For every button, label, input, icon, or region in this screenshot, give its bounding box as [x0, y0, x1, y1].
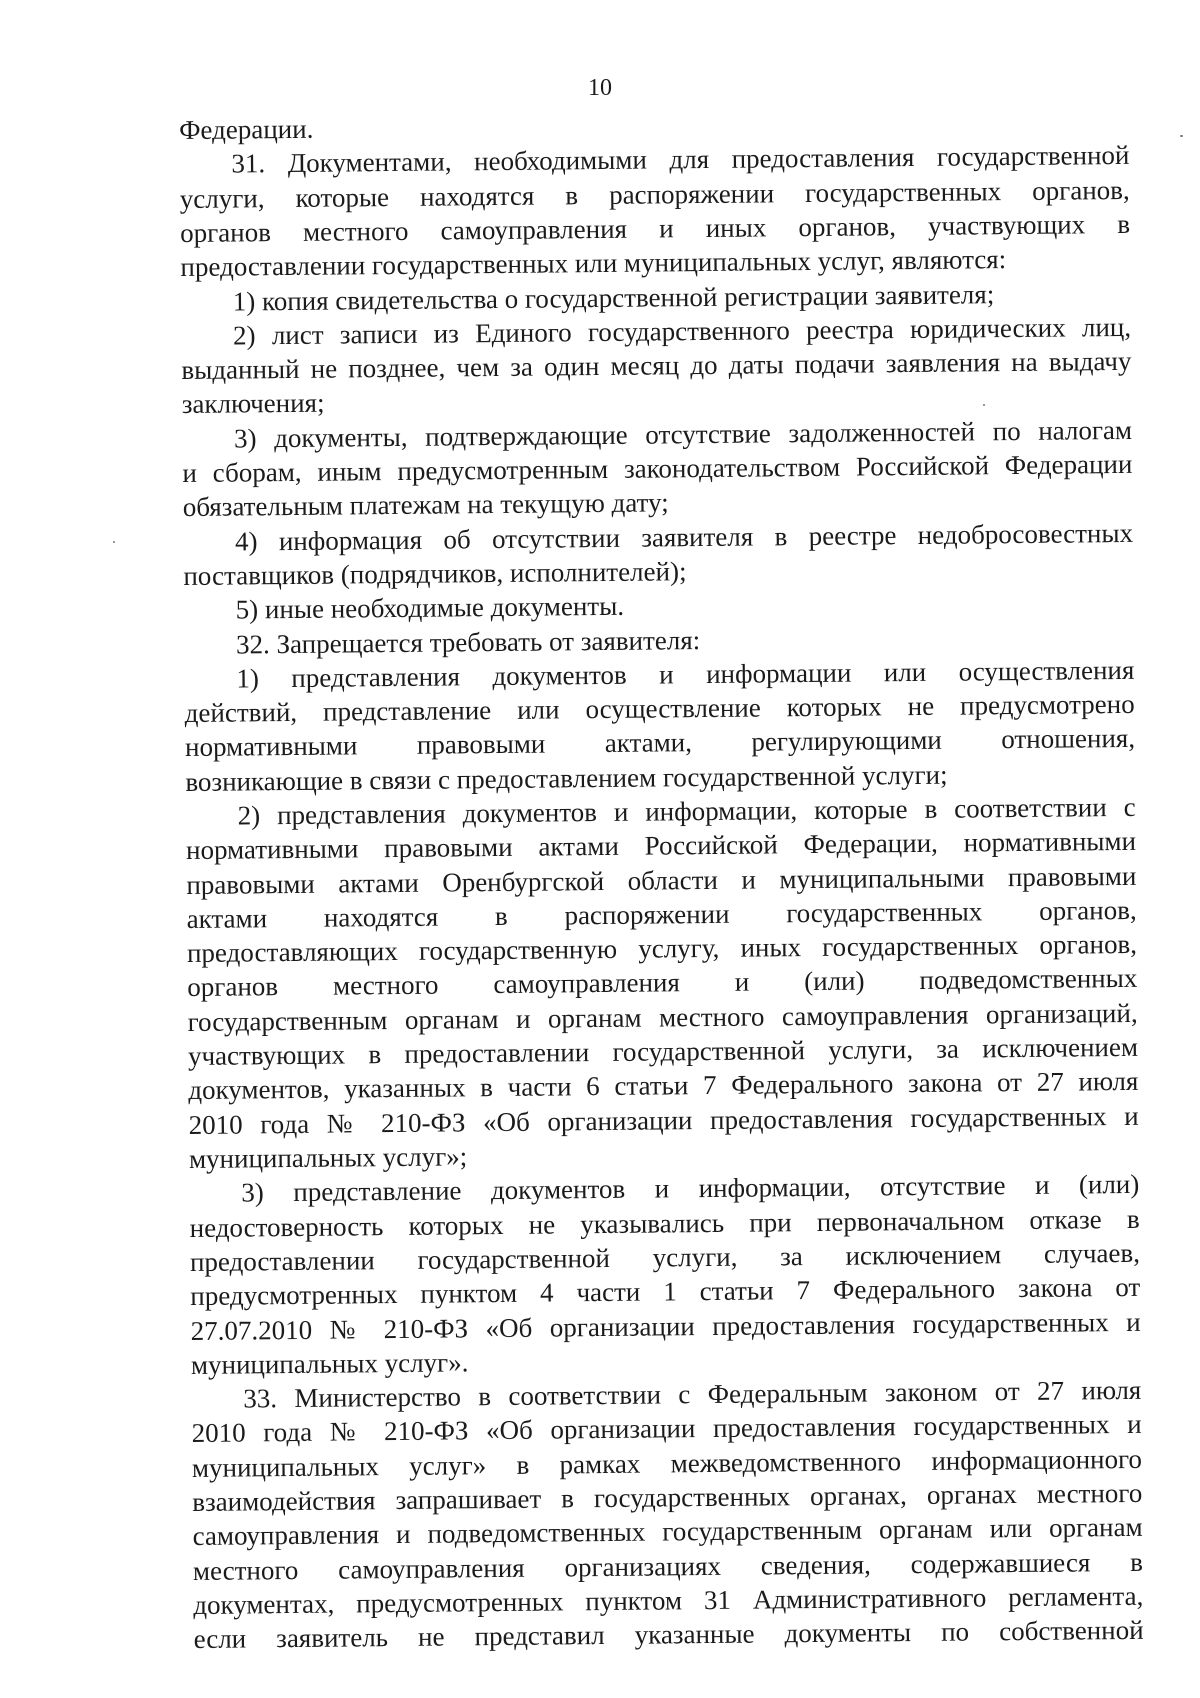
- text-line: 2) лист записи из Единого государственного реестра юридических лиц,: [232, 311, 1132, 351]
- text-line: 3) представление документов и информации, отсутствие и (или): [241, 1168, 1140, 1208]
- text-line: предоставляющих государственную услугу, иных государственных органов,: [186, 928, 1138, 968]
- text-line: органов местного самоуправления и иных органов, участвующих в: [179, 208, 1131, 249]
- text-line: органов местного самоуправления и (или) подведомственных: [187, 962, 1138, 1002]
- text-line: 2) представления документов и информации, которые в соответствии с: [237, 791, 1136, 831]
- text-line: документов, указанных в части 6 статьи 7 Федерального закона от 27 июля: [188, 1065, 1139, 1105]
- text-line: 4) информация об отсутствии заявителя в реестре недобросовестных: [234, 517, 1134, 557]
- text-line: документах, предусмотренных пунктом 31 Административного регламента,: [193, 1580, 1144, 1620]
- text-line: муниципальных услуг»;: [188, 1141, 468, 1174]
- text-line: самоуправления и подведомственных государственным органам или органам: [192, 1511, 1143, 1551]
- scan-speck: [113, 541, 115, 543]
- text-line: участвующих в предоставлении государственной услуги, за исключением: [187, 1031, 1139, 1071]
- text-line: Федерации.: [178, 113, 314, 146]
- text-line: действий, представление или осуществление которых не предусмотрено: [184, 688, 1135, 729]
- text-line: 3) документы, подтверждающие отсутствие задолженностей по налогам: [233, 414, 1133, 454]
- text-line: актами находятся в распоряжении государственных органов,: [186, 894, 1137, 934]
- text-line: нормативными правовыми актами Российской Федерации, нормативными: [185, 825, 1137, 866]
- text-line: государственным органам и органам местного самоуправления организаций,: [187, 997, 1138, 1037]
- text-line: муниципальных услуг» в рамках межведомственного информационного: [191, 1443, 1143, 1483]
- text-line: 2010 года № 210-ФЗ «Об организации предоставления государственных и: [188, 1100, 1139, 1140]
- text-line: обязательным платежам на текущую дату;: [182, 487, 669, 523]
- text-line: муниципальных услуг».: [190, 1347, 469, 1380]
- text-line: правовыми актами Оренбургской области и муниципальными правовыми: [186, 860, 1137, 901]
- text-line: и сборам, иным предусмотренным законодательством Российской Федерации: [182, 448, 1133, 489]
- text-line: услуги, которые находятся в распоряжении государственных органов,: [179, 174, 1130, 215]
- text-line: возникающие в связи с предоставлением государственной услуги;: [185, 759, 948, 798]
- text-line: 32. Запрещается требовать от заявителя:: [235, 625, 701, 660]
- text-line: нормативными правовыми актами, регулирующими отношения,: [184, 722, 1136, 763]
- text-line: 1) представления документов и информации или осуществления: [236, 654, 1135, 694]
- text-line: если заявитель не представил указанные документы по собственной: [193, 1614, 1144, 1654]
- text-line: предоставлении государственной услуги, за исключением случаев,: [189, 1237, 1141, 1277]
- text-line: 1) копия свидетельства о государственной регистрации заявителя;: [232, 279, 995, 317]
- text-line: 27.07.2010 № 210-ФЗ «Об организации предоставления государственных и: [190, 1306, 1141, 1346]
- text-line: взаимодействия запрашивает в государственных органах, органах местного: [192, 1477, 1143, 1517]
- scan-speck: [1180, 135, 1183, 137]
- text-line: местного самоуправления организациях сведения, содержавшиеся в: [192, 1546, 1144, 1586]
- text-line: предусмотренных пунктом 4 части 1 статьи 7 Федерального закона от: [190, 1271, 1141, 1311]
- document-body: [0, 104, 1199, 1654]
- text-line: 33. Министерство в соответствии с Федеральным законом от 27 июля: [243, 1374, 1142, 1414]
- text-line: 31. Документами, необходимыми для предоставления государственной: [231, 139, 1130, 179]
- text-line: поставщиков (подрядчиков, исполнителей);: [183, 556, 687, 592]
- text-line: предоставлении государственных или муниципальных услуг, являются:: [180, 244, 1007, 283]
- text-line: заключения;: [181, 387, 325, 420]
- text-line: выданный не позднее, чем за один месяц до даты подачи заявления на выдачу: [181, 345, 1132, 386]
- page-number: 10: [588, 75, 612, 101]
- text-line: недостоверность которых не указывались при первоначальном отказе в: [189, 1203, 1140, 1243]
- text-line: 5) иные необходимые документы.: [235, 590, 625, 625]
- text-line: 2010 года № 210-ФЗ «Об организации предоставления государственных и: [191, 1408, 1142, 1448]
- scan-speck: [983, 404, 985, 406]
